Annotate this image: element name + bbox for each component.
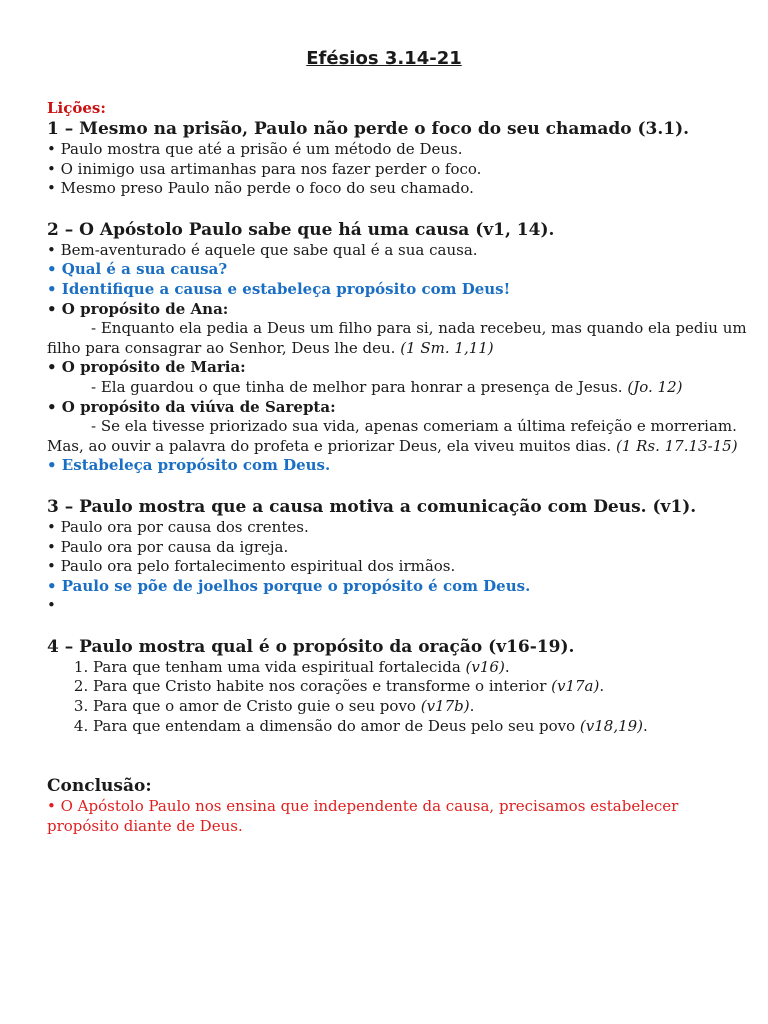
- maria-reference: (Jo. 12): [627, 377, 683, 396]
- section-3-heading: 3 – Paulo mostra que a causa motiva a comunicação com Deus. (v1).: [47, 496, 697, 517]
- viuva-text-cont: [47, 436, 738, 457]
- licoes-label: Lições:: [47, 99, 106, 117]
- section-2-highlight: • Identifique a causa e estabeleça propósito com Deus!: [47, 279, 511, 298]
- purpose-text: Para que Cristo habite nos corações e transforme o interior: [93, 677, 552, 696]
- ana-reference: (1 Sm. 1,11): [400, 338, 494, 357]
- section-2-heading: 2 – O Apóstolo Paulo sabe que há uma causa (v1, 14).: [47, 219, 555, 240]
- section-1-heading: 1 – Mesmo na prisão, Paulo não perde o foco do seu chamado (3.1).: [47, 119, 690, 139]
- purpose-item: [93, 717, 721, 737]
- maria-text-line: [47, 378, 721, 398]
- viuva-text: - Se ela tivesse priorizado sua vida, apenas comeriam a última refeição e morreriam.: [91, 417, 737, 436]
- page-title: Efésios 3.14-21: [306, 48, 462, 69]
- conclusion-heading: Conclusão:: [47, 776, 152, 797]
- section-2-highlight: • Estabeleça propósito com Deus.: [47, 456, 331, 475]
- ana-text-end: filho para consagrar ao Senhor, Deus lhe deu.: [47, 338, 396, 357]
- purpose-text: Para que entendam a dimensão do amor de Deus pelo seu povo: [93, 716, 580, 735]
- purpose-reference: (v18,19): [579, 716, 644, 735]
- purpose-end: .: [469, 697, 475, 716]
- section-2-highlight: • Qual é a sua causa?: [47, 260, 228, 279]
- viuva-reference: (1 Rs. 17.13-15): [615, 436, 738, 455]
- purpose-reference: (v17a): [551, 677, 600, 696]
- viuva-label: • O propósito da viúva de Sarepta:: [47, 397, 336, 416]
- purpose-list: [47, 658, 721, 736]
- purpose-text: Para que o amor de Cristo guie o seu povo: [93, 697, 421, 716]
- section-2-item: • Bem-aventurado é aquele que sabe qual é a sua causa.: [47, 240, 478, 259]
- section-3-item: • Paulo ora pelo fortalecimento espiritual dos irmãos.: [47, 557, 456, 576]
- purpose-reference: (v16): [465, 657, 505, 676]
- purpose-end: .: [599, 677, 605, 696]
- maria-label: • O propósito de Maria:: [47, 358, 246, 377]
- section-1-item: • O inimigo usa artimanhas para nos fazer perder o foco.: [47, 159, 482, 178]
- maria-text: - Ela guardou o que tinha de melhor para honrar a presença de Jesus.: [91, 377, 623, 396]
- section-1-item: • Mesmo preso Paulo não perde o foco do seu chamado.: [47, 179, 474, 198]
- purpose-text: Para que tenham uma vida espiritual fortalecida: [93, 657, 466, 676]
- purpose-item: [93, 658, 721, 678]
- section-1-item: • Paulo mostra que até a prisão é um método de Deus.: [47, 140, 463, 158]
- section-4-heading: 4 – Paulo mostra qual é o propósito da oração (v16-19).: [47, 636, 575, 657]
- viuva-text-end: Mas, ao ouvir a palavra do profeta e priorizar Deus, ela viveu muitos dias.: [47, 436, 612, 455]
- purpose-reference: (v17b): [420, 697, 470, 716]
- purpose-end: .: [643, 716, 648, 735]
- ana-text: - Enquanto ela pedia a Deus um filho para si, nada recebeu, mas quando ela pediu um: [91, 319, 747, 338]
- purpose-end: .: [504, 657, 510, 676]
- section-3-empty-bullet: •: [47, 596, 56, 615]
- purpose-item: [93, 677, 721, 697]
- section-3-item: • Paulo ora por causa dos crentes.: [47, 517, 309, 536]
- ana-label: • O propósito de Ana:: [47, 299, 229, 318]
- section-3-item: • Paulo ora por causa da igreja.: [47, 537, 289, 556]
- conclusion-text: • O Apóstolo Paulo nos ensina que independente da causa, precisamos estabelecer propósito diante de Deus.: [47, 797, 679, 835]
- ana-text-cont: [47, 339, 721, 359]
- purpose-item: [93, 697, 721, 717]
- section-3-highlight: • Paulo se põe de joelhos porque o propósito é com Deus.: [47, 576, 531, 595]
